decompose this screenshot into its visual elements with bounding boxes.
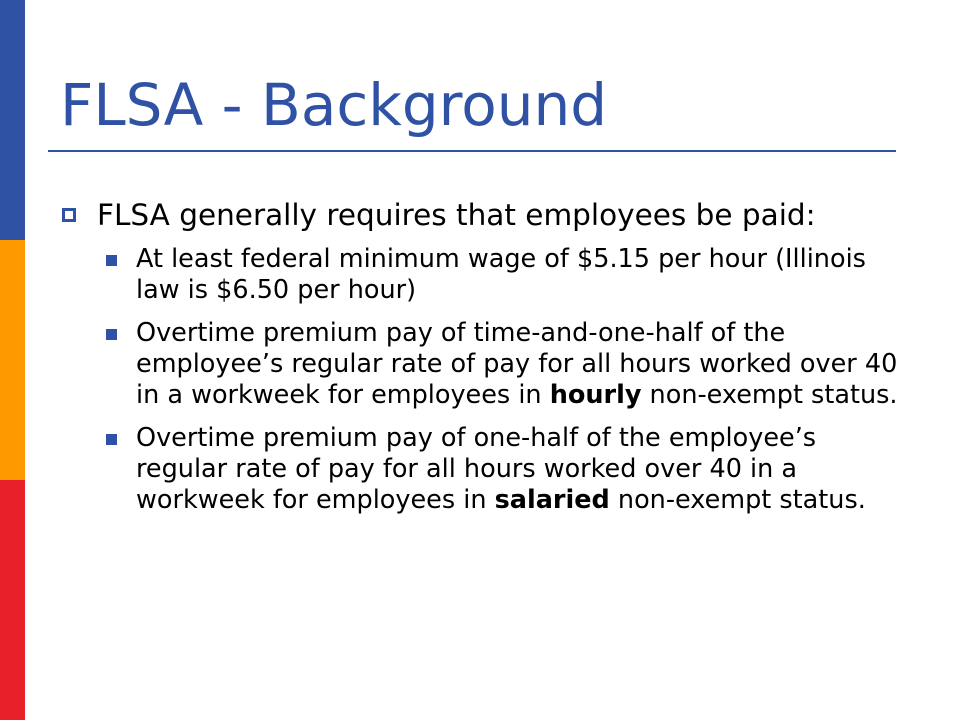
sub-bullet-hourly-overtime [106,318,912,411]
main-bullet-text: FLSA generally requires that employees be paid: [97,198,816,232]
filled-square-bullet-icon [106,255,117,266]
sub-bullet-text: Overtime premium pay of one-half of the employee’s regular rate of pay for all hours worked over 40 in a workweek for employees in salaried non-exempt status. [136,423,866,515]
title-underline [48,150,896,152]
sub-bullet-salaried-overtime [106,423,912,516]
side-band-blue [0,0,25,240]
side-band-red [0,480,25,720]
slide-body [62,196,912,528]
emphasis-salaried: salaried [494,485,610,515]
sub-bullet-text: Overtime premium pay of time-and-one-half of the employee’s regular rate of pay for all hours worked over 40 in a workweek for employees in hourly non-exempt status. [136,318,898,410]
side-band-orange [0,240,25,480]
slide-title: FLSA - Background [60,71,608,139]
sub-bullet-list [62,244,912,516]
sub-bullet-text: At least federal minimum wage of $5.15 per hour (Illinois law is $6.50 per hour) [136,244,866,305]
emphasis-hourly: hourly [549,380,642,410]
sub-bullet-minimum-wage [106,244,912,306]
filled-square-bullet-icon [106,329,117,340]
filled-square-bullet-icon [106,434,117,445]
main-bullet [62,196,912,234]
square-bullet-icon [62,208,76,222]
